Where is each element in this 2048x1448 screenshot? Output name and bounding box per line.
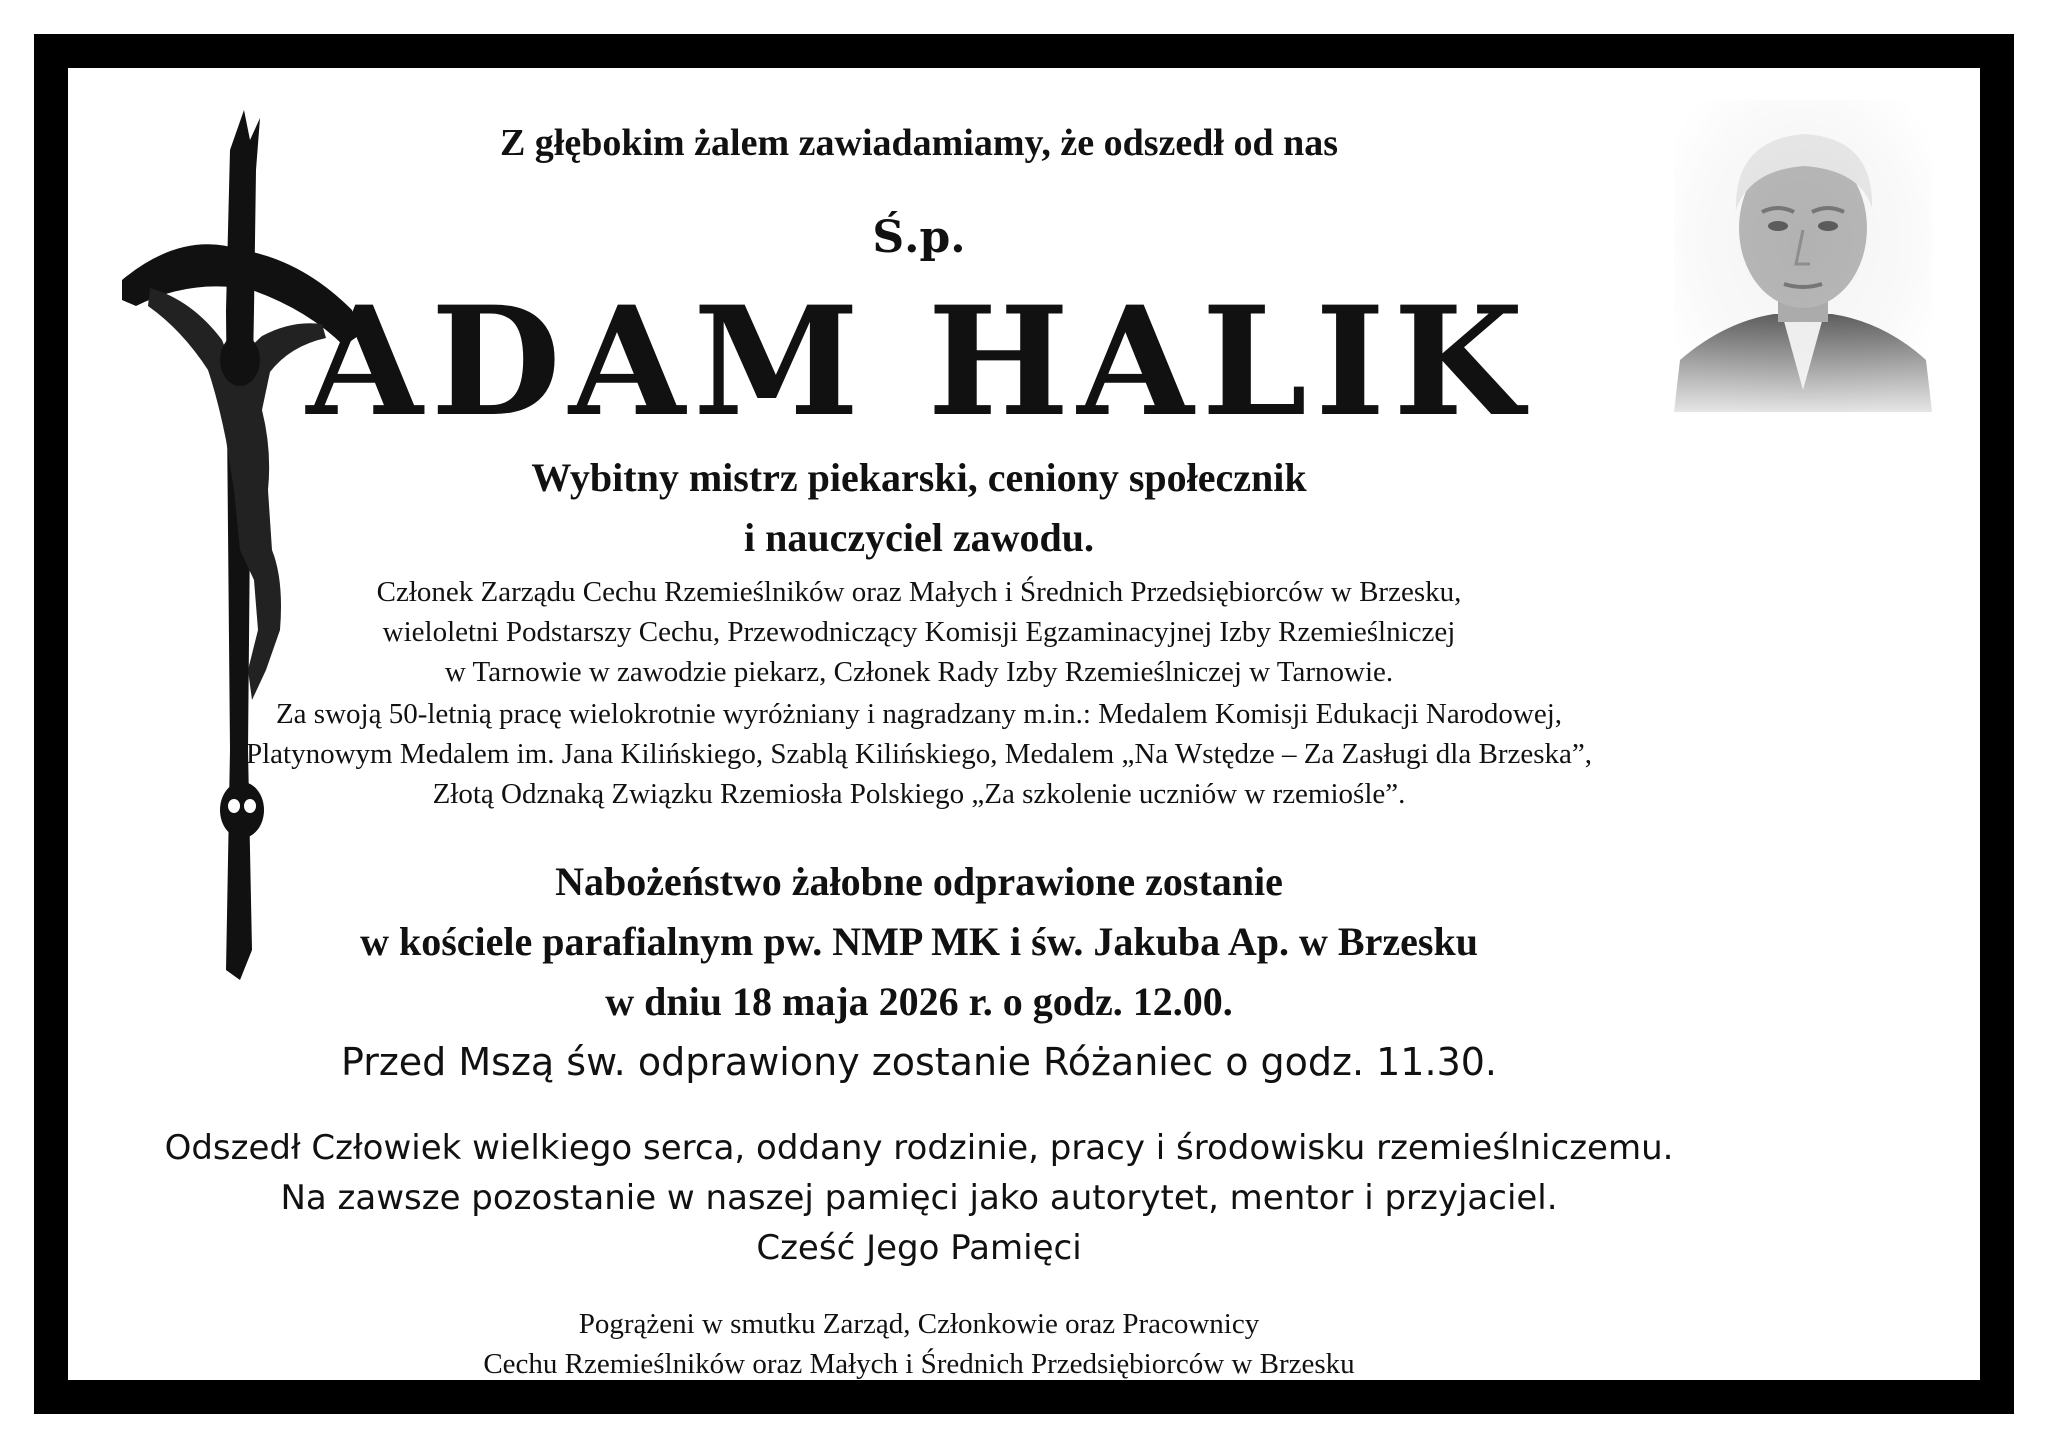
closing-line: Na zawsze pozostanie w naszej pamięci jako autorytet, mentor i przyjaciel. xyxy=(280,1178,1558,1218)
rosary-line: Przed Mszą św. odprawiony zostanie Różaniec o godz. 11.30. xyxy=(340,1040,1497,1084)
service-line: w dniu 18 maja 2026 r. o godz. 12.00. xyxy=(605,979,1233,1024)
role-line: Wybitny mistrz piekarski, ceniony społecznik xyxy=(531,455,1307,500)
bio-line: w Tarnowie w zawodzie piekarz, Członek Rady Izby Rzemieślniczej w Tarnowie. xyxy=(444,656,1394,688)
bio-line: Za swoją 50-letnią pracę wielokrotnie wyróżniany i nagradzany m.in.: Medalem Komisji Edukacji Narodowej, xyxy=(275,698,1563,730)
closing-line: Cześć Jego Pamięci xyxy=(756,1228,1082,1268)
intro-line: Z głębokim żalem zawiadamiamy, że odszedł od nas xyxy=(499,122,1339,164)
bio-line: wieloletni Podstarszy Cechu, Przewodniczący Komisji Egzaminacyjnej Izby Rzemieślniczej xyxy=(382,616,1456,648)
deceased-name: ADAM HALIK xyxy=(306,274,1532,450)
signature-line: Pogrążeni w smutku Zarząd, Członkowie oraz Pracownicy xyxy=(578,1308,1260,1340)
prefix: Ś.p. xyxy=(872,212,966,263)
bio-line: Złotą Odznaką Związku Rzemiosła Polskiego „Za szkolenie uczniów w rzemiośle”. xyxy=(432,778,1406,810)
signature-line: Cechu Rzemieślników oraz Małych i Średnich Przedsiębiorców w Brzesku xyxy=(483,1348,1355,1380)
service-line: w kościele parafialnym pw. NMP MK i św. Jakuba Ap. w Brzesku xyxy=(360,919,1478,964)
role-line: i nauczyciel zawodu. xyxy=(744,515,1094,560)
closing-line: Odszedł Człowiek wielkiego serca, oddany rodzinie, pracy i środowisku rzemieślniczemu. xyxy=(164,1128,1674,1168)
service-line: Nabożeństwo żałobne odprawione zostanie xyxy=(555,859,1283,904)
obituary-sheet xyxy=(68,68,1980,1380)
bio-line: Członek Zarządu Cechu Rzemieślników oraz Małych i Średnich Przedsiębiorców w Brzesku, xyxy=(376,576,1462,608)
bio-line: Platynowym Medalem im. Jana Kilińskiego, Szablą Kilińskiego, Medalem „Na Wstędze – Za Zasługi dla Brzeska”, xyxy=(245,738,1592,770)
portrait-photo xyxy=(1674,100,1932,412)
